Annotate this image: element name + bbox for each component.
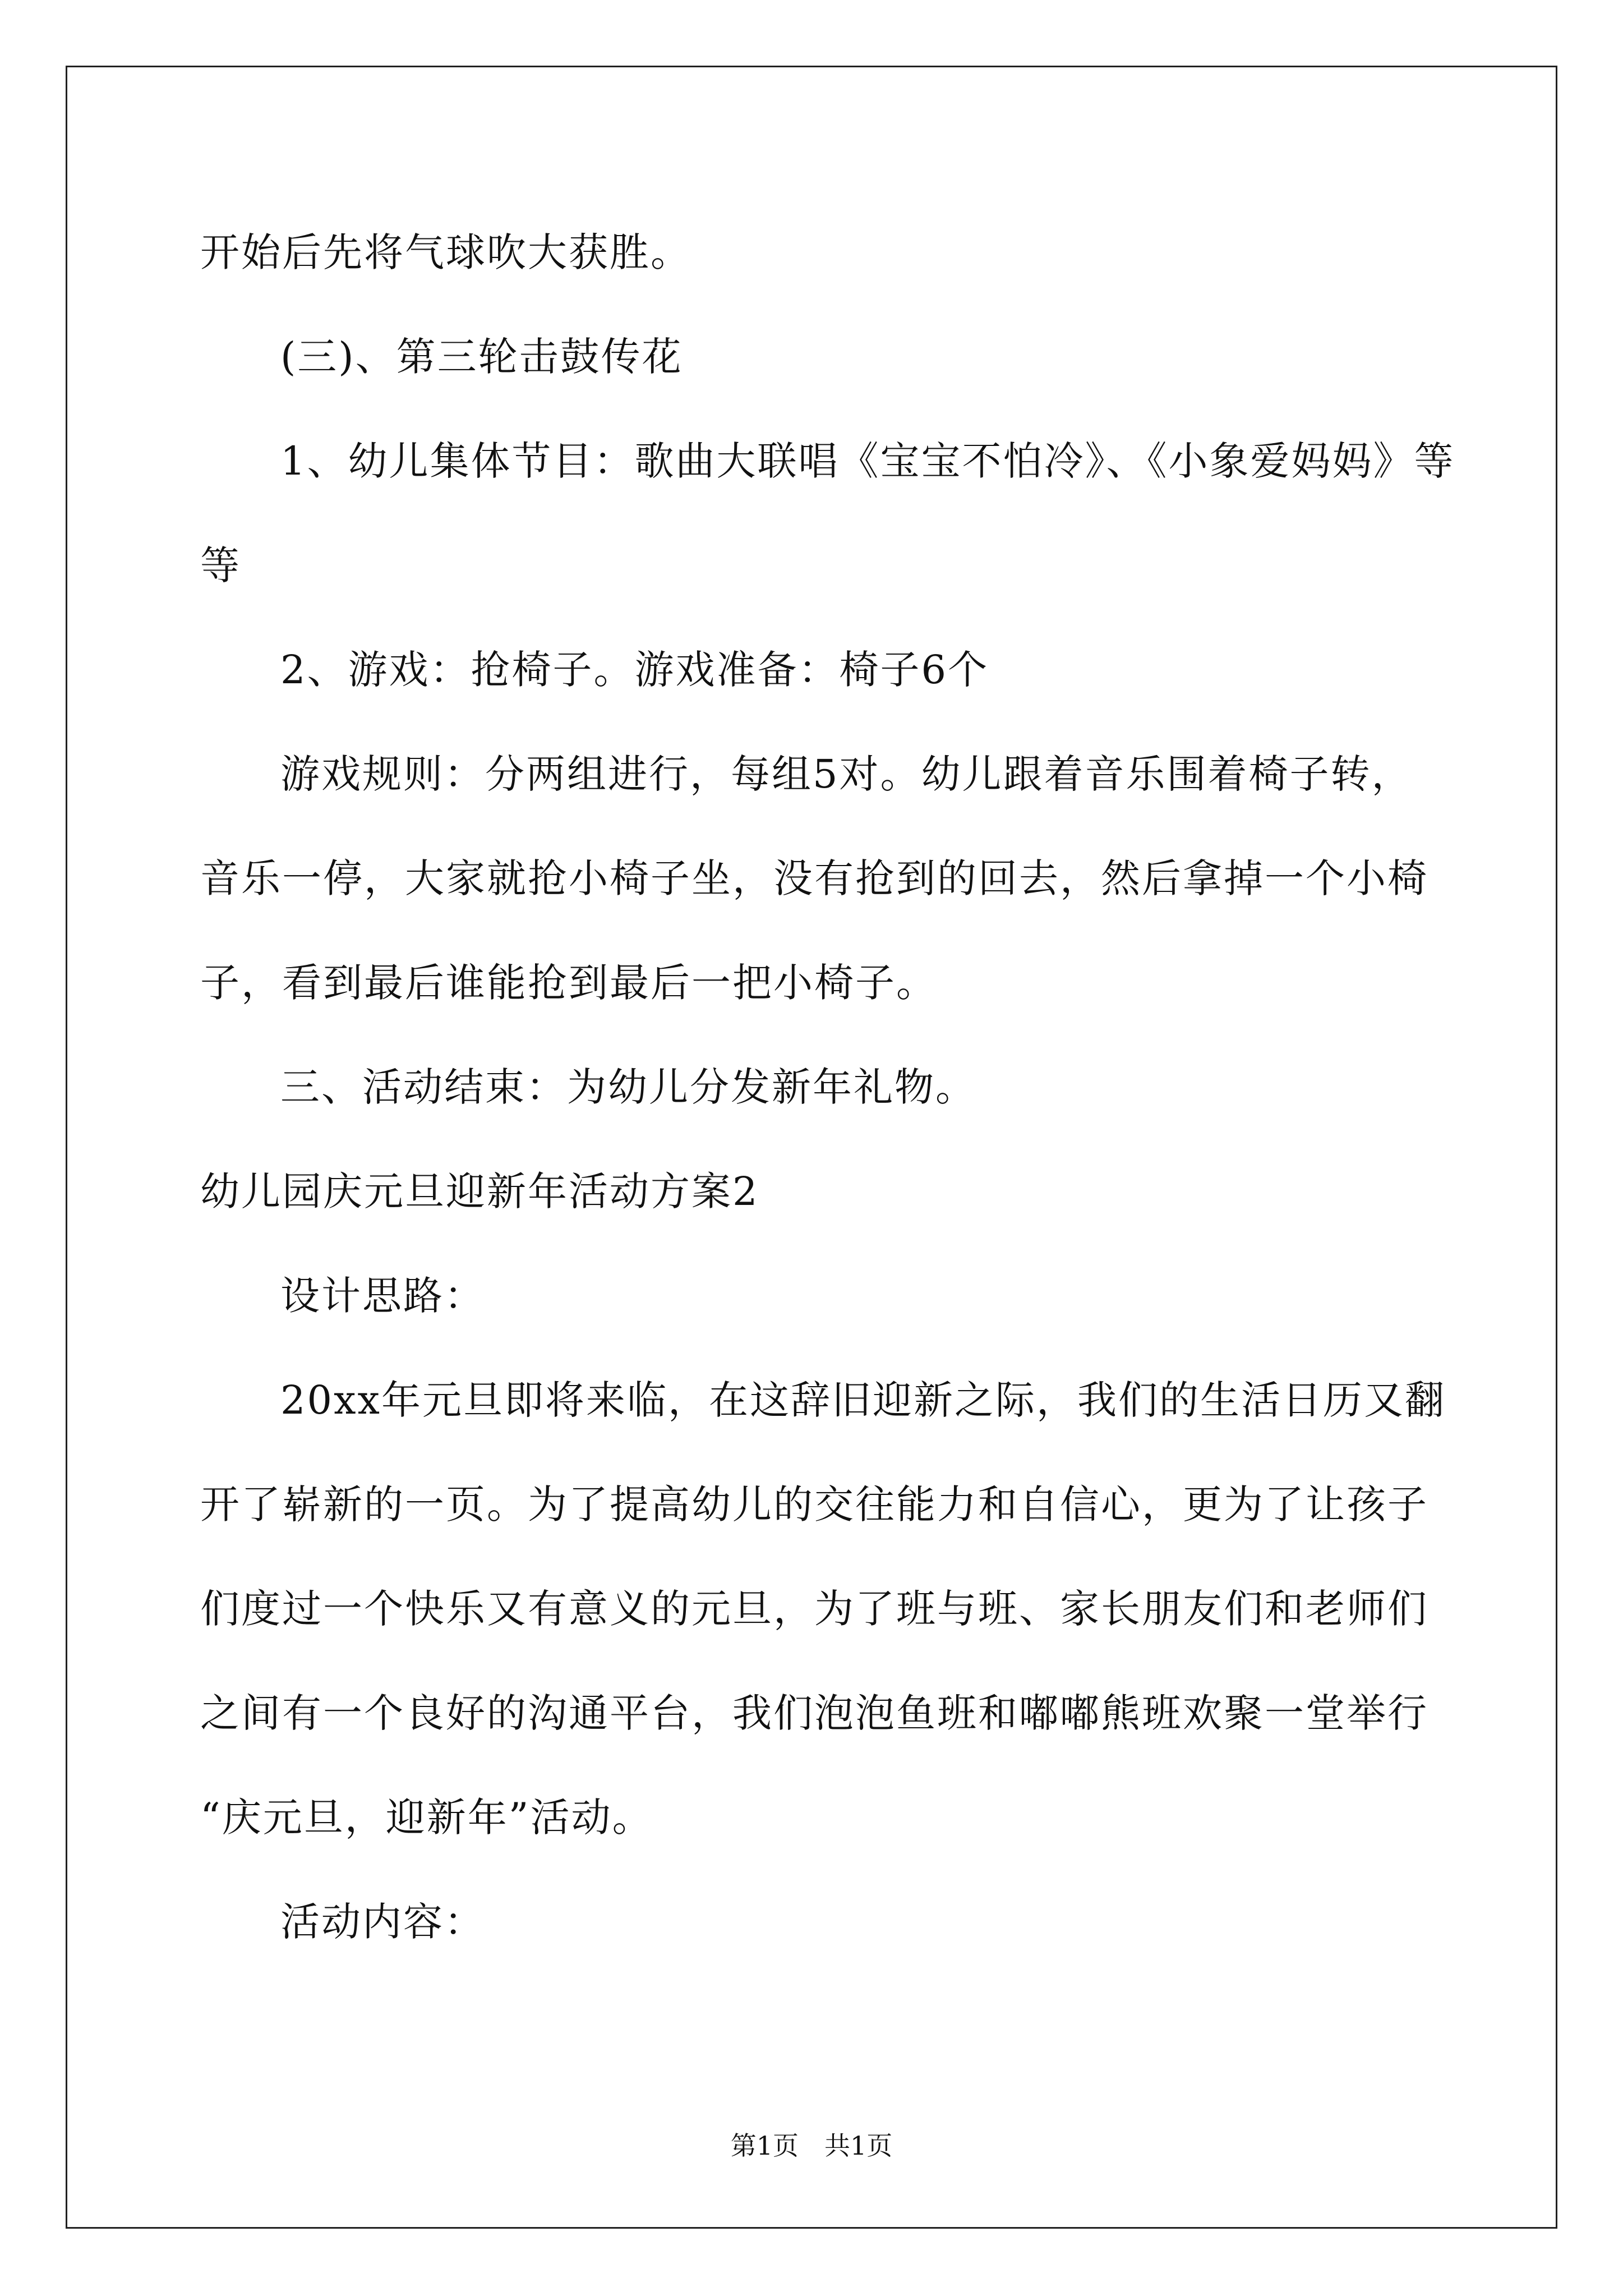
body-line: 2、游戏：抢椅子。游戏准备：椅子6个 xyxy=(280,647,989,693)
body-line: 20xx年元旦即将来临，在这辞旧迎新之际，我们的生活日历又翻 xyxy=(280,1377,1446,1423)
body-line: 开始后先将气球吹大获胜。 xyxy=(200,229,691,275)
subsection-heading: 活动内容： xyxy=(280,1899,485,1945)
body-line: 三、活动结束：为幼儿分发新年礼物。 xyxy=(280,1064,976,1110)
page-number-footer: 第1页 共1页 xyxy=(730,2131,893,2161)
body-line: 们度过一个快乐又有意义的元旦，为了班与班、家长朋友们和老师们 xyxy=(200,1586,1428,1632)
body-line: 音乐一停，大家就抢小椅子坐，没有抢到的回去，然后拿掉一个小椅 xyxy=(200,855,1428,901)
body-line: “庆元旦，迎新年”活动。 xyxy=(200,1795,653,1841)
body-line: 开了崭新的一页。为了提高幼儿的交往能力和自信心，更为了让孩子 xyxy=(200,1481,1428,1527)
body-line: 等 xyxy=(200,542,241,588)
subsection-heading: 设计思路： xyxy=(280,1273,485,1319)
body-line: 子，看到最后谁能抢到最后一把小椅子。 xyxy=(200,960,937,1006)
body-line: 1、幼儿集体节目：歌曲大联唱《宝宝不怕冷》、《小象爱妈妈》等 xyxy=(280,438,1455,484)
body-line: 之间有一个良好的沟通平台，我们泡泡鱼班和嘟嘟熊班欢聚一堂举行 xyxy=(200,1690,1428,1736)
subsection-heading: (三)、第三轮击鼓传花 xyxy=(280,334,683,380)
body-line: 游戏规则：分两组进行，每组5对。幼儿跟着音乐围着椅子转， xyxy=(280,751,1413,797)
section-title: 幼儿园庆元旦迎新年活动方案2 xyxy=(200,1168,759,1214)
